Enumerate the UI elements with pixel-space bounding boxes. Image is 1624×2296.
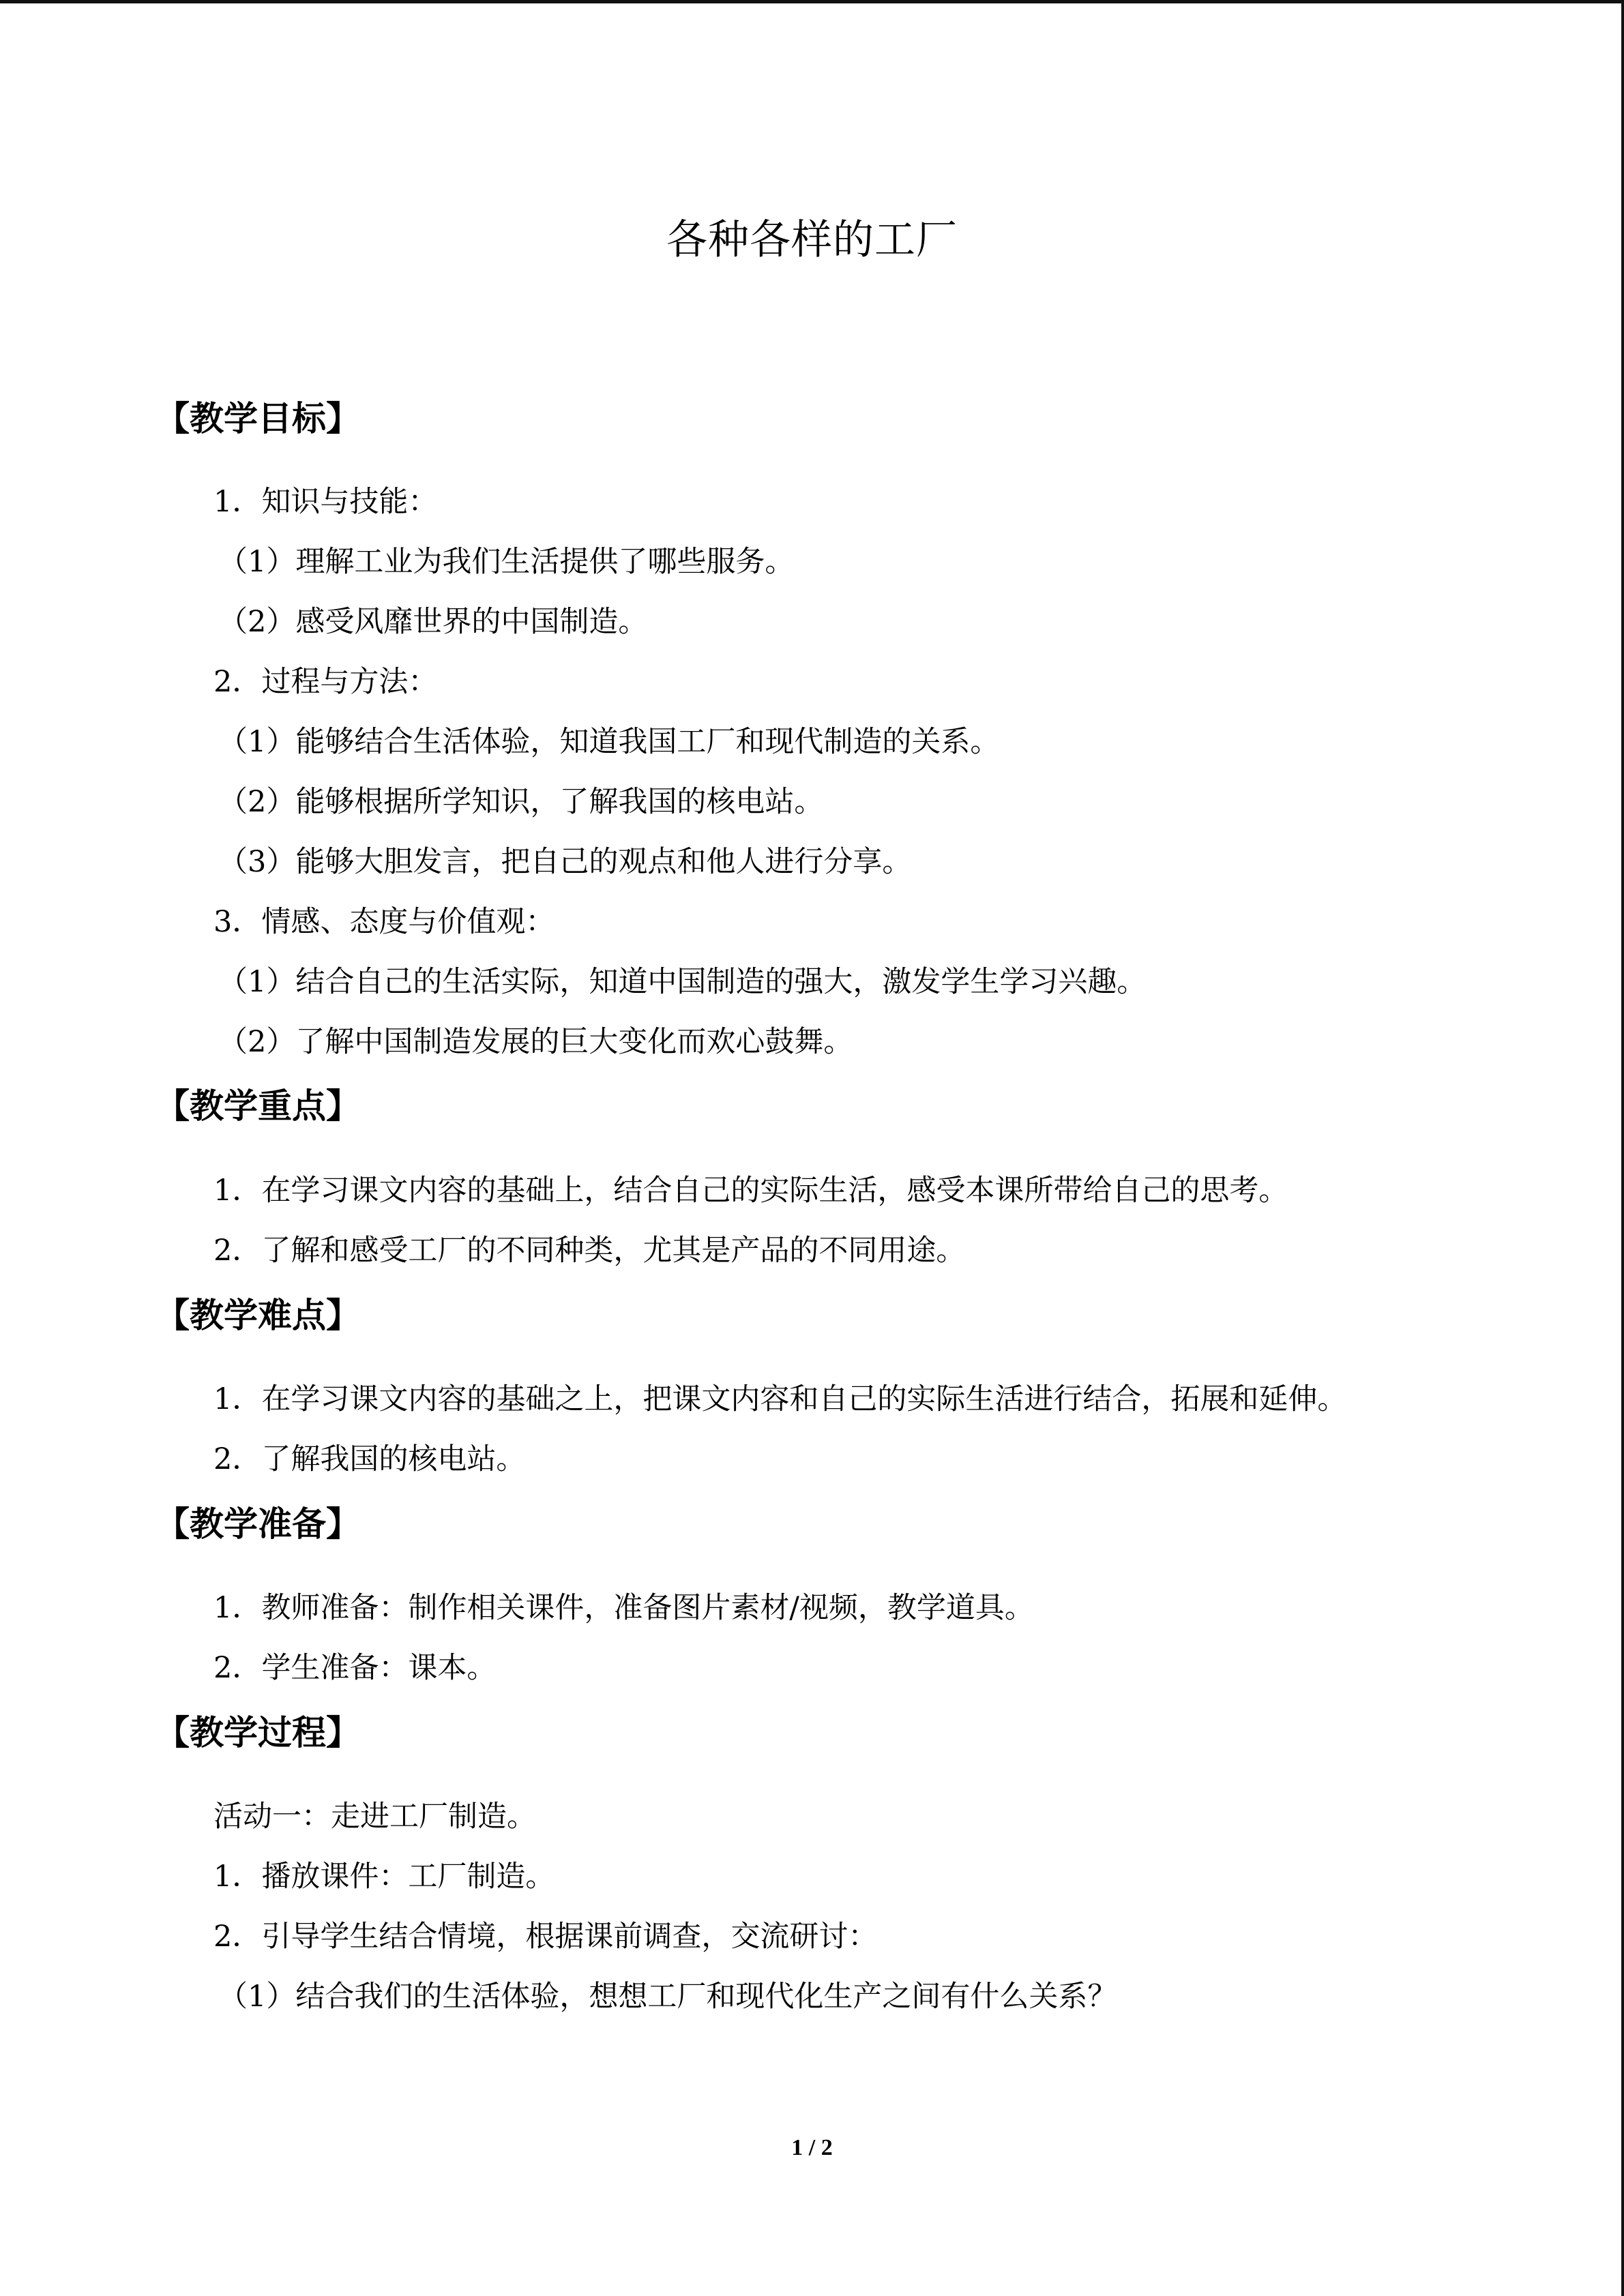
heading-objectives: 【教学目标】	[156, 399, 360, 438]
process-line: （1）结合我们的生活体验，想想工厂和现代化生产之间有什么关系？	[218, 1980, 1117, 2014]
key-point-line: 1．在学习课文内容的基础上，结合自己的实际生活，感受本课所带给自己的思考。	[213, 1174, 1288, 1208]
objective-line: （1）结合自己的生活实际，知道中国制造的强大，激发学生学习兴趣。	[218, 965, 1147, 999]
document-title: 各种各样的工厂	[666, 216, 958, 264]
difficulty-line: 1．在学习课文内容的基础之上，把课文内容和自己的实际生活进行结合，拓展和延伸。	[213, 1382, 1347, 1416]
process-line: 2．引导学生结合情境，根据课前调查，交流研讨：	[213, 1920, 878, 1954]
objective-line: （3）能够大胆发言，把自己的观点和他人进行分享。	[218, 845, 912, 879]
objective-line: 1．知识与技能：	[213, 485, 438, 519]
objective-line: 3．情感、态度与价值观：	[213, 905, 555, 939]
objective-line: （2）了解中国制造发展的巨大变化而欢心鼓舞。	[218, 1025, 853, 1059]
difficulty-line: 2．了解我国的核电站。	[213, 1442, 526, 1476]
heading-process: 【教学过程】	[156, 1713, 360, 1753]
heading-preparation: 【教学准备】	[156, 1504, 360, 1544]
objective-line: （1）能够结合生活体验，知道我国工厂和现代制造的关系。	[218, 725, 1000, 759]
objective-line: 2．过程与方法：	[213, 665, 438, 699]
page-number: 1 / 2	[791, 2135, 833, 2160]
process-line: 活动一：走进工厂制造。	[213, 1800, 536, 1834]
preparation-line: 2．学生准备：课本。	[213, 1651, 497, 1685]
preparation-line: 1．教师准备：制作相关课件，准备图片素材/视频，教学道具。	[213, 1591, 1034, 1625]
objective-line: （2）感受风靡世界的中国制造。	[218, 605, 648, 639]
objective-line: （1）理解工业为我们生活提供了哪些服务。	[218, 545, 795, 579]
key-point-line: 2．了解和感受工厂的不同种类，尤其是产品的不同用途。	[213, 1234, 966, 1268]
objective-line: （2）能够根据所学知识，了解我国的核电站。	[218, 785, 824, 819]
heading-key-points: 【教学重点】	[156, 1086, 360, 1126]
heading-difficulties: 【教学难点】	[156, 1296, 360, 1335]
process-line: 1．播放课件：工厂制造。	[213, 1860, 555, 1894]
